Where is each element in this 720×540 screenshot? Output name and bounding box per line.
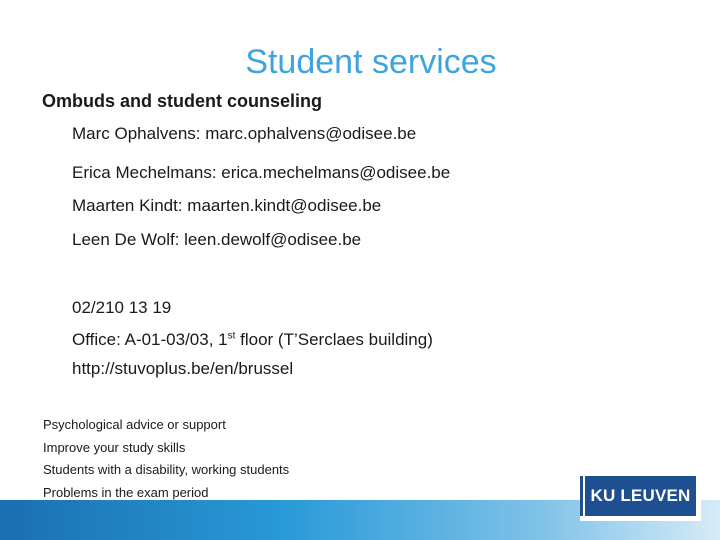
topic-item: Psychological advice or support xyxy=(43,417,226,432)
ku-leuven-logo xyxy=(580,471,701,521)
logo-text: KU LEUVEN xyxy=(585,476,696,516)
contact-line: Leen De Wolf: leen.dewolf@odisee.be xyxy=(72,230,362,249)
office-location-suffix: floor (T’Serclaes building) xyxy=(235,330,433,349)
office-location-ordinal: st xyxy=(227,330,236,342)
phone-number: 02/210 13 19 xyxy=(72,298,172,317)
contact-line: Maarten Kindt: maarten.kindt@odisee.be xyxy=(72,196,382,215)
slide-title: Student services xyxy=(245,43,497,81)
topic-item: Improve your study skills xyxy=(43,440,186,455)
office-location-prefix: Office: A-01-03/03, 1 xyxy=(72,330,228,349)
office-location xyxy=(72,330,433,350)
section-heading: Ombuds and student counseling xyxy=(42,91,323,111)
contact-line: Marc Ophalvens: marc.ophalvens@odisee.be xyxy=(72,124,417,143)
website-link[interactable]: http://stuvoplus.be/en/brussel xyxy=(72,359,294,378)
topic-item: Students with a disability, working students xyxy=(43,462,290,477)
topic-item: Problems in the exam period xyxy=(43,485,209,500)
contact-line: Erica Mechelmans: erica.mechelmans@odisee.be xyxy=(72,163,451,182)
